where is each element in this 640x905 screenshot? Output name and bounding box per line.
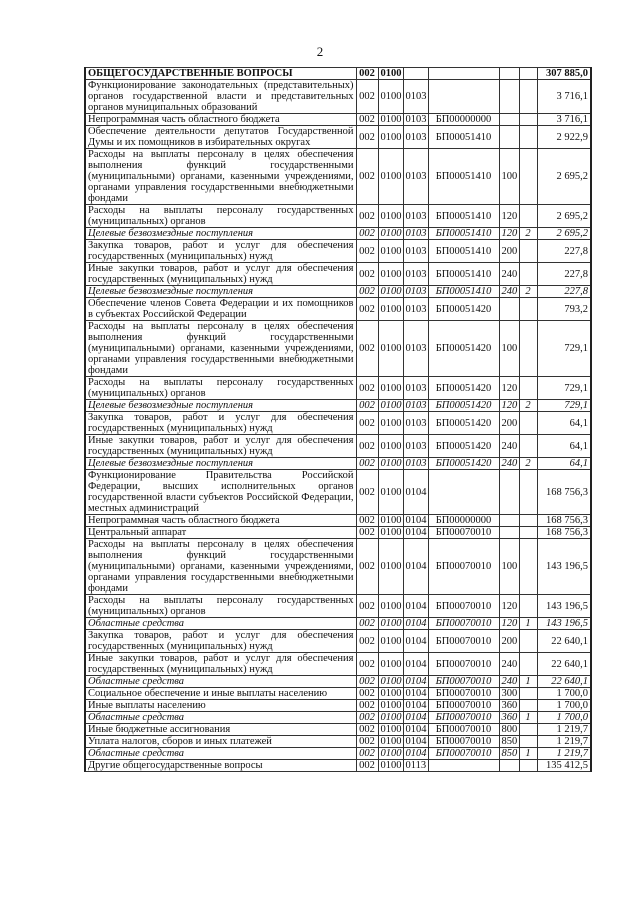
table-row [85, 712, 591, 724]
section-code: 0100 [378, 688, 403, 700]
target-article-code [428, 80, 499, 114]
funding-source-code [519, 126, 537, 149]
row-name: Расходы на выплаты персоналу государственных (муниципальных) органов [85, 205, 356, 228]
row-name: Иные выплаты населению [85, 700, 356, 712]
admin-code: 002 [356, 114, 378, 126]
subsection-code: 0104 [403, 653, 428, 676]
target-article-code: БП00070010 [428, 736, 499, 748]
expense-type-code: 100 [499, 149, 519, 205]
admin-code: 002 [356, 321, 378, 377]
admin-code: 002 [356, 470, 378, 515]
section-code: 0100 [378, 653, 403, 676]
table-row [85, 539, 591, 595]
admin-code: 002 [356, 80, 378, 114]
row-amount: 227,8 [537, 240, 591, 263]
target-article-code: БП00070010 [428, 724, 499, 736]
table-row [85, 760, 591, 772]
expense-type-code: 240 [499, 263, 519, 286]
expense-type-code: 120 [499, 205, 519, 228]
expense-type-code: 120 [499, 595, 519, 618]
funding-source-code: 2 [519, 228, 537, 240]
funding-source-code: 2 [519, 458, 537, 470]
subsection-code: 0103 [403, 126, 428, 149]
subsection-code: 0103 [403, 114, 428, 126]
admin-code: 002 [356, 412, 378, 435]
budget-table [84, 67, 592, 772]
target-article-code: БП00051410 [428, 149, 499, 205]
admin-code: 002 [356, 458, 378, 470]
target-article-code: БП00070010 [428, 688, 499, 700]
row-name: Закупка товаров, работ и услуг для обеспечения государственных (муниципальных) нужд [85, 412, 356, 435]
row-name: Расходы на выплаты персоналу государственных (муниципальных) органов [85, 377, 356, 400]
funding-source-code [519, 114, 537, 126]
section-code: 0100 [378, 68, 403, 80]
expense-type-code: 200 [499, 630, 519, 653]
target-article-code: БП00070010 [428, 630, 499, 653]
admin-code: 002 [356, 724, 378, 736]
subsection-code: 0104 [403, 712, 428, 724]
funding-source-code [519, 760, 537, 772]
subsection-code: 0104 [403, 724, 428, 736]
target-article-code: БП00070010 [428, 653, 499, 676]
expense-type-code: 360 [499, 712, 519, 724]
row-amount: 2 695,2 [537, 149, 591, 205]
funding-source-code [519, 736, 537, 748]
row-name: Уплата налогов, сборов и иных платежей [85, 736, 356, 748]
row-name: ОБЩЕГОСУДАРСТВЕННЫЕ ВОПРОСЫ [85, 68, 356, 80]
table-row [85, 240, 591, 263]
subsection-code: 0104 [403, 595, 428, 618]
row-amount: 1 219,7 [537, 724, 591, 736]
subsection-code: 0104 [403, 630, 428, 653]
expense-type-code: 100 [499, 539, 519, 595]
admin-code: 002 [356, 263, 378, 286]
admin-code: 002 [356, 298, 378, 321]
row-name: Закупка товаров, работ и услуг для обеспечения государственных (муниципальных) нужд [85, 630, 356, 653]
funding-source-code [519, 527, 537, 539]
subsection-code: 0104 [403, 736, 428, 748]
row-amount: 143 196,5 [537, 539, 591, 595]
row-name: Целевые безвозмездные поступления [85, 228, 356, 240]
expense-type-code: 120 [499, 400, 519, 412]
target-article-code: БП00070010 [428, 539, 499, 595]
target-article-code: БП00051420 [428, 298, 499, 321]
row-amount: 64,1 [537, 412, 591, 435]
target-article-code: БП00051420 [428, 321, 499, 377]
section-code: 0100 [378, 228, 403, 240]
funding-source-code [519, 435, 537, 458]
row-name: Иные закупки товаров, работ и услуг для обеспечения государственных (муниципальных) нужд [85, 653, 356, 676]
table-row [85, 400, 591, 412]
target-article-code: БП00051410 [428, 286, 499, 298]
row-name: Обеспечение деятельности депутатов Государственной Думы и их помощников в избирательных округах [85, 126, 356, 149]
section-code: 0100 [378, 724, 403, 736]
row-name: Другие общегосударственные вопросы [85, 760, 356, 772]
section-code: 0100 [378, 736, 403, 748]
row-name: Целевые безвозмездные поступления [85, 458, 356, 470]
expense-type-code [499, 298, 519, 321]
row-amount: 168 756,3 [537, 515, 591, 527]
table-row [85, 595, 591, 618]
funding-source-code [519, 377, 537, 400]
subsection-code: 0103 [403, 228, 428, 240]
expense-type-code: 240 [499, 676, 519, 688]
expense-type-code: 200 [499, 240, 519, 263]
admin-code: 002 [356, 700, 378, 712]
row-amount: 1 700,0 [537, 712, 591, 724]
row-name: Областные средства [85, 618, 356, 630]
section-code: 0100 [378, 527, 403, 539]
table-row [85, 205, 591, 228]
funding-source-code: 2 [519, 286, 537, 298]
row-name: Центральный аппарат [85, 527, 356, 539]
section-code: 0100 [378, 240, 403, 263]
section-code: 0100 [378, 286, 403, 298]
funding-source-code [519, 80, 537, 114]
row-amount: 64,1 [537, 435, 591, 458]
expense-type-code: 850 [499, 748, 519, 760]
target-article-code [428, 470, 499, 515]
row-name: Иные бюджетные ассигнования [85, 724, 356, 736]
table-row [85, 126, 591, 149]
table-row [85, 149, 591, 205]
section-code: 0100 [378, 126, 403, 149]
row-amount: 793,2 [537, 298, 591, 321]
admin-code: 002 [356, 286, 378, 298]
expense-type-code: 800 [499, 724, 519, 736]
funding-source-code: 1 [519, 676, 537, 688]
row-name: Непрограммная часть областного бюджета [85, 515, 356, 527]
row-amount: 135 412,5 [537, 760, 591, 772]
admin-code: 002 [356, 435, 378, 458]
row-amount: 227,8 [537, 263, 591, 286]
funding-source-code [519, 149, 537, 205]
row-name: Непрограммная часть областного бюджета [85, 114, 356, 126]
target-article-code: БП00070010 [428, 527, 499, 539]
row-amount: 2 695,2 [537, 228, 591, 240]
funding-source-code [519, 412, 537, 435]
admin-code: 002 [356, 618, 378, 630]
table-row [85, 470, 591, 515]
row-amount: 143 196,5 [537, 595, 591, 618]
section-code: 0100 [378, 149, 403, 205]
funding-source-code [519, 470, 537, 515]
table-row [85, 653, 591, 676]
target-article-code: БП00051410 [428, 205, 499, 228]
target-article-code: БП00070010 [428, 700, 499, 712]
row-amount: 168 756,3 [537, 527, 591, 539]
admin-code: 002 [356, 736, 378, 748]
table-row [85, 458, 591, 470]
expense-type-code [499, 80, 519, 114]
target-article-code [428, 68, 499, 80]
subsection-code: 0104 [403, 539, 428, 595]
admin-code: 002 [356, 68, 378, 80]
subsection-code: 0104 [403, 688, 428, 700]
admin-code: 002 [356, 377, 378, 400]
section-code: 0100 [378, 630, 403, 653]
row-name: Закупка товаров, работ и услуг для обеспечения государственных (муниципальных) нужд [85, 240, 356, 263]
row-amount: 729,1 [537, 321, 591, 377]
section-code: 0100 [378, 377, 403, 400]
row-name: Иные закупки товаров, работ и услуг для обеспечения государственных (муниципальных) нужд [85, 263, 356, 286]
table-row [85, 80, 591, 114]
table-row [85, 527, 591, 539]
admin-code: 002 [356, 653, 378, 676]
row-name: Областные средства [85, 676, 356, 688]
row-name: Расходы на выплаты персоналу государственных (муниципальных) органов [85, 595, 356, 618]
admin-code: 002 [356, 760, 378, 772]
target-article-code: БП00070010 [428, 748, 499, 760]
section-code: 0100 [378, 321, 403, 377]
row-name: Расходы на выплаты персоналу в целях обеспечения выполнения функций государственными (муниципальными) органами, казенными учреждениями, органами управления государственными внебюджетными фондами [85, 539, 356, 595]
subsection-code: 0104 [403, 618, 428, 630]
row-amount: 64,1 [537, 458, 591, 470]
funding-source-code [519, 688, 537, 700]
subsection-code: 0104 [403, 676, 428, 688]
subsection-code: 0104 [403, 700, 428, 712]
expense-type-code: 240 [499, 435, 519, 458]
subsection-code: 0104 [403, 515, 428, 527]
target-article-code: БП00070010 [428, 595, 499, 618]
subsection-code: 0103 [403, 286, 428, 298]
row-amount: 1 700,0 [537, 688, 591, 700]
table-row [85, 748, 591, 760]
section-code: 0100 [378, 676, 403, 688]
row-name: Социальное обеспечение и иные выплаты населению [85, 688, 356, 700]
subsection-code [403, 68, 428, 80]
row-name: Целевые безвозмездные поступления [85, 286, 356, 298]
row-name: Иные закупки товаров, работ и услуг для обеспечения государственных (муниципальных) нужд [85, 435, 356, 458]
admin-code: 002 [356, 400, 378, 412]
admin-code: 002 [356, 228, 378, 240]
table-row [85, 228, 591, 240]
section-code: 0100 [378, 515, 403, 527]
target-article-code: БП00051420 [428, 412, 499, 435]
admin-code: 002 [356, 539, 378, 595]
funding-source-code [519, 595, 537, 618]
target-article-code: БП00051420 [428, 435, 499, 458]
expense-type-code: 120 [499, 377, 519, 400]
subsection-code: 0103 [403, 321, 428, 377]
table-row [85, 412, 591, 435]
row-name: Функционирование Правительства Российской Федерации, высших исполнительных органов государственной власти субъектов Российской Федерации, местных администраций [85, 470, 356, 515]
funding-source-code [519, 515, 537, 527]
subsection-code: 0103 [403, 435, 428, 458]
expense-type-code: 120 [499, 618, 519, 630]
admin-code: 002 [356, 712, 378, 724]
target-article-code: БП00051410 [428, 228, 499, 240]
subsection-code: 0104 [403, 748, 428, 760]
subsection-code: 0103 [403, 149, 428, 205]
admin-code: 002 [356, 515, 378, 527]
section-code: 0100 [378, 539, 403, 595]
expense-type-code [499, 114, 519, 126]
table-row [85, 676, 591, 688]
subsection-code: 0113 [403, 760, 428, 772]
funding-source-code [519, 700, 537, 712]
table-row [85, 263, 591, 286]
expense-type-code: 240 [499, 458, 519, 470]
target-article-code: БП00051410 [428, 126, 499, 149]
subsection-code: 0104 [403, 470, 428, 515]
admin-code: 002 [356, 748, 378, 760]
section-code: 0100 [378, 700, 403, 712]
table-row [85, 515, 591, 527]
row-amount: 168 756,3 [537, 470, 591, 515]
subsection-code: 0103 [403, 400, 428, 412]
page-number: 2 [316, 44, 324, 59]
section-code: 0100 [378, 712, 403, 724]
expense-type-code [499, 515, 519, 527]
funding-source-code [519, 724, 537, 736]
target-article-code: БП00051410 [428, 263, 499, 286]
table-row [85, 321, 591, 377]
subsection-code: 0103 [403, 205, 428, 228]
admin-code: 002 [356, 676, 378, 688]
row-amount: 3 716,1 [537, 114, 591, 126]
subsection-code: 0103 [403, 412, 428, 435]
subsection-code: 0103 [403, 377, 428, 400]
table-row [85, 630, 591, 653]
funding-source-code [519, 630, 537, 653]
target-article-code: БП00051420 [428, 400, 499, 412]
target-article-code: БП00070010 [428, 676, 499, 688]
expense-type-code: 200 [499, 412, 519, 435]
expense-type-code: 850 [499, 736, 519, 748]
table-row [85, 688, 591, 700]
row-amount: 1 219,7 [537, 736, 591, 748]
target-article-code: БП00000000 [428, 114, 499, 126]
row-name: Областные средства [85, 748, 356, 760]
section-code: 0100 [378, 595, 403, 618]
table-row [85, 114, 591, 126]
expense-type-code: 360 [499, 700, 519, 712]
admin-code: 002 [356, 205, 378, 228]
expense-type-code: 300 [499, 688, 519, 700]
section-code: 0100 [378, 760, 403, 772]
section-code: 0100 [378, 205, 403, 228]
funding-source-code [519, 321, 537, 377]
expense-type-code [499, 126, 519, 149]
subsection-code: 0103 [403, 80, 428, 114]
expense-type-code: 100 [499, 321, 519, 377]
row-name: Целевые безвозмездные поступления [85, 400, 356, 412]
row-amount: 227,8 [537, 286, 591, 298]
row-name: Областные средства [85, 712, 356, 724]
table-row [85, 736, 591, 748]
expense-type-code [499, 760, 519, 772]
section-code: 0100 [378, 435, 403, 458]
table-row [85, 435, 591, 458]
funding-source-code [519, 653, 537, 676]
subsection-code: 0103 [403, 458, 428, 470]
expense-type-code: 120 [499, 228, 519, 240]
funding-source-code: 1 [519, 712, 537, 724]
section-code: 0100 [378, 298, 403, 321]
admin-code: 002 [356, 688, 378, 700]
section-code: 0100 [378, 114, 403, 126]
row-name: Расходы на выплаты персоналу в целях обеспечения выполнения функций государственными (муниципальными) органами, казенными учреждениями, органами управления государственными внебюджетными фондами [85, 321, 356, 377]
funding-source-code [519, 539, 537, 595]
row-amount: 1 219,7 [537, 748, 591, 760]
row-amount: 22 640,1 [537, 630, 591, 653]
funding-source-code: 2 [519, 400, 537, 412]
row-name: Обеспечение членов Совета Федерации и их помощников в субъектах Российской Федерации [85, 298, 356, 321]
table-row [85, 618, 591, 630]
table-row [85, 377, 591, 400]
target-article-code: БП00051420 [428, 458, 499, 470]
section-code: 0100 [378, 412, 403, 435]
target-article-code: БП00051410 [428, 240, 499, 263]
row-name: Функционирование законодательных (представительных) органов государственной власти и представительных органов муниципальных образований [85, 80, 356, 114]
funding-source-code [519, 68, 537, 80]
row-amount: 2 695,2 [537, 205, 591, 228]
table-row [85, 724, 591, 736]
section-code: 0100 [378, 400, 403, 412]
row-amount: 729,1 [537, 400, 591, 412]
target-article-code: БП00070010 [428, 618, 499, 630]
admin-code: 002 [356, 240, 378, 263]
subsection-code: 0103 [403, 298, 428, 321]
table-row [85, 68, 591, 80]
row-amount: 2 922,9 [537, 126, 591, 149]
subsection-code: 0104 [403, 527, 428, 539]
section-code: 0100 [378, 618, 403, 630]
subsection-code: 0103 [403, 240, 428, 263]
row-amount: 143 196,5 [537, 618, 591, 630]
expense-type-code [499, 68, 519, 80]
admin-code: 002 [356, 126, 378, 149]
section-code: 0100 [378, 80, 403, 114]
funding-source-code [519, 298, 537, 321]
target-article-code: БП00070010 [428, 712, 499, 724]
target-article-code: БП00000000 [428, 515, 499, 527]
expense-type-code: 240 [499, 286, 519, 298]
row-amount: 22 640,1 [537, 653, 591, 676]
section-code: 0100 [378, 458, 403, 470]
table-row [85, 700, 591, 712]
row-amount: 1 700,0 [537, 700, 591, 712]
table-row [85, 286, 591, 298]
funding-source-code [519, 263, 537, 286]
row-amount: 307 885,0 [537, 68, 591, 80]
admin-code: 002 [356, 595, 378, 618]
row-amount: 3 716,1 [537, 80, 591, 114]
subsection-code: 0103 [403, 263, 428, 286]
expense-type-code: 240 [499, 653, 519, 676]
section-code: 0100 [378, 748, 403, 760]
admin-code: 002 [356, 630, 378, 653]
admin-code: 002 [356, 527, 378, 539]
section-code: 0100 [378, 470, 403, 515]
funding-source-code: 1 [519, 748, 537, 760]
funding-source-code: 1 [519, 618, 537, 630]
target-article-code [428, 760, 499, 772]
admin-code: 002 [356, 149, 378, 205]
expense-type-code [499, 470, 519, 515]
section-code: 0100 [378, 263, 403, 286]
row-amount: 22 640,1 [537, 676, 591, 688]
expense-type-code [499, 527, 519, 539]
row-name: Расходы на выплаты персоналу в целях обеспечения выполнения функций государственными (муниципальными) органами, казенными учреждениями, органами управления государственными внебюджетными фондами [85, 149, 356, 205]
row-amount: 729,1 [537, 377, 591, 400]
funding-source-code [519, 240, 537, 263]
table-row [85, 298, 591, 321]
funding-source-code [519, 205, 537, 228]
target-article-code: БП00051420 [428, 377, 499, 400]
